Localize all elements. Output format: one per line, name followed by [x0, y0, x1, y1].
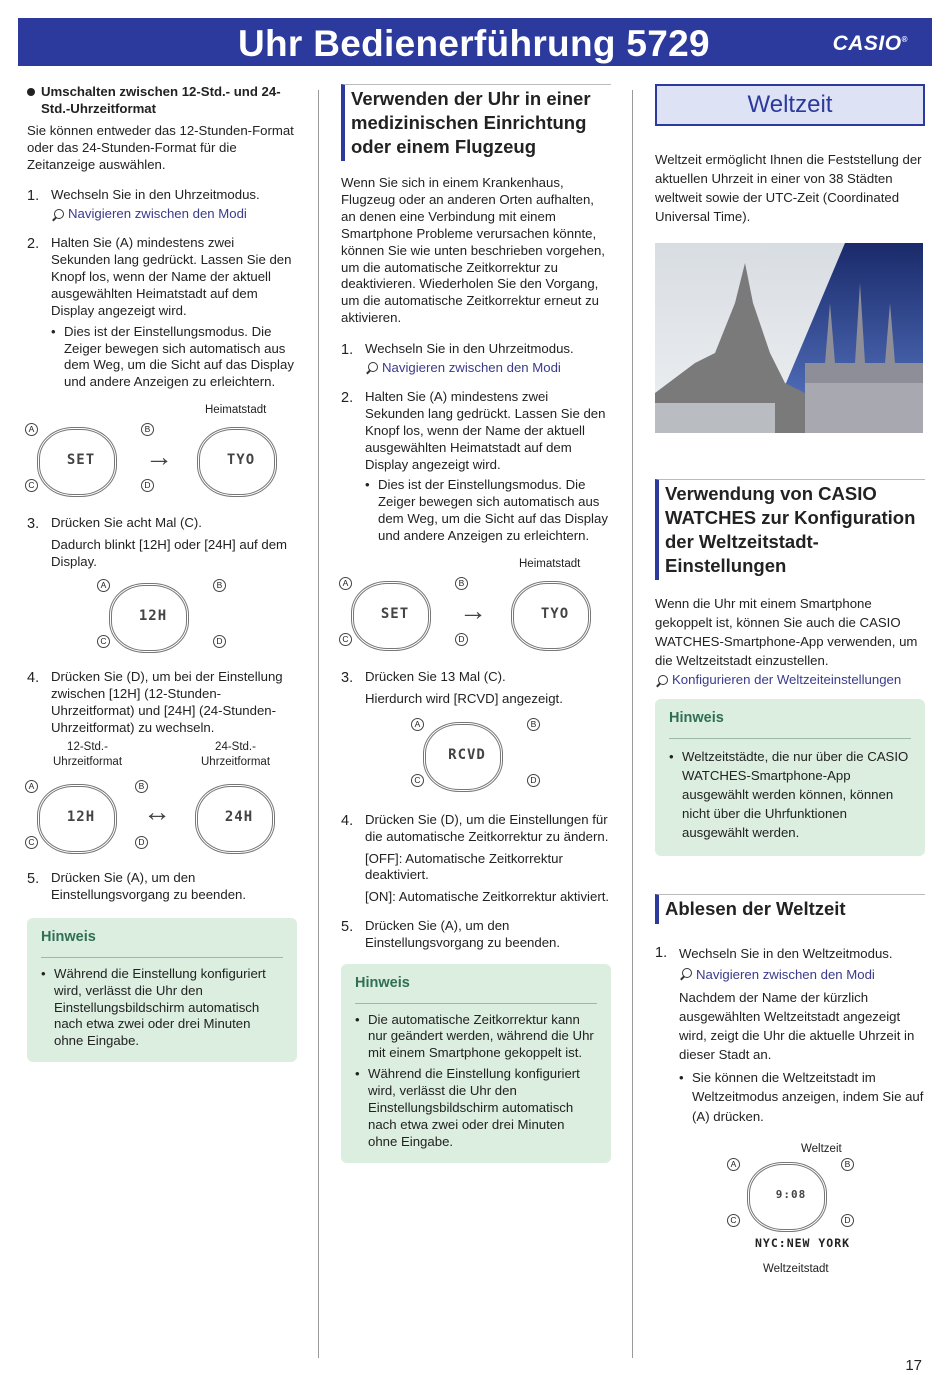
arrow-right-icon: → [145, 441, 173, 473]
watch-diagram [185, 784, 285, 854]
lcd-city-text: NYC:NEW YORK [755, 1235, 851, 1250]
step-5: 5. Drücken Sie (A), um den Einstellungsvorgang zu beenden. [341, 918, 561, 951]
watch-diagram [501, 581, 601, 651]
figure-label: Heimatstadt [205, 404, 267, 417]
watch-diagram: 9:08 A B C D [737, 1162, 837, 1232]
hinweis-box [655, 699, 925, 856]
column-divider [632, 90, 633, 1358]
arrow-both-icon: ↔ [143, 796, 171, 828]
lcd-text: 12H [66, 809, 96, 826]
watch-figure-12h-24h [27, 740, 297, 858]
hinweis-title: Hinweis [355, 974, 597, 1004]
step-1: 1. Wechseln Sie in den Uhrzeitmodus. Navigieren zwischen den Modi [341, 341, 611, 377]
lcd-text: RCVD [448, 746, 486, 763]
list-item: • Während die Einstellung konfiguriert wird, verlässt die Uhr den Einstellungsbildschirm automatisch nach etwa zwei oder drei Minuten ohne Eingabe. [41, 965, 266, 1049]
list-item: • Sie können die Weltzeitstadt im Weltzeitmodus anzeigen, indem Sie auf (A) drücken. [679, 1070, 924, 1124]
column-2 [341, 84, 611, 1163]
step-1: 1. Wechseln Sie in den Uhrzeitmodus. Navigieren zwischen den Modi [27, 187, 297, 223]
page-number: 17 [905, 1357, 922, 1374]
lcd-text: 24H [224, 809, 254, 826]
lcd-text: SET [66, 452, 96, 469]
watch-diagram: RCVD A B C D [413, 722, 513, 792]
watch-diagram: SET A B C D [27, 427, 127, 497]
step-3: 3. Drücken Sie 13 Mal (C). Hierdurch wird [RCVD] angezeigt. [341, 668, 563, 706]
step-2: 2. Halten Sie (A) mindestens zwei Sekunden lang gedrückt. Lassen Sie den Knopf los, wenn der Name der aktuell ausgewählten Heimatstadt auf dem Display angezeigt wird. • Dies ist der Einstellungsmodus. Die Zeiger bewegen sich automatisch aus dem Weg, um die Sicht auf das Display und andere Anzeigen zu erleichtern. [27, 235, 297, 391]
watch-figure-rcvd [341, 716, 611, 800]
intro-text: Weltzeit ermöglicht Ihnen die Feststellung der aktuellen Uhrzeit in einer von 38 Städten weltweit sowie der UTC-Zeit (Coordinated Universal Time). [655, 152, 922, 225]
section-heading: Verwenden der Uhr in einer medizinischen Einrichtung oder einem Flugzeug [341, 84, 611, 161]
world-city-illustration [655, 243, 923, 433]
watch-diagram: 12H A B C D [99, 583, 199, 653]
watch-figure-set-tyo [341, 557, 611, 657]
figure-label: 12-Std.- Uhrzeitformat [53, 741, 123, 769]
watch-diagram: SET A B C D [341, 581, 441, 651]
weltzeit-title-box: Weltzeit [655, 84, 925, 126]
figure-label: Weltzeitstadt [763, 1262, 829, 1275]
watch-figure-world-time [655, 1142, 925, 1282]
navigate-modes-link[interactable]: Navigieren zwischen den Modi [51, 206, 297, 223]
navigate-modes-link[interactable]: Navigieren zwischen den Modi [679, 965, 925, 984]
list-item: • Dies ist der Einstellungsmodus. Die Zeiger bewegen sich automatisch aus dem Weg, um die Sicht auf das Display und andere Anzeigen zu erleichtern. [365, 477, 608, 544]
lcd-text: 9:08 [775, 1187, 807, 1201]
step-5: 5. Drücken Sie (A), um den Einstellungsvorgang zu beenden. [27, 870, 247, 903]
illustration-svg [655, 243, 923, 433]
step-4: 4. Drücken Sie (D), um die Einstellungen für die automatische Zeitkorrektur zu ändern. [OFF]: Automatische Zeitkorrektur deaktiviert. [ON]: Automatische Zeitkorrektur aktiviert. [341, 811, 610, 905]
bullet-dot-icon [27, 88, 35, 96]
navigate-modes-link[interactable]: Navigieren zwischen den Modi [365, 360, 611, 377]
step-2: 2. Halten Sie (A) mindestens zwei Sekunden lang gedrückt. Lassen Sie den Knopf los, wenn der Name der aktuell ausgewählten Heimatstadt auf dem Display angezeigt wird. • Dies ist der Einstellungsmodus. Die Zeiger bewegen sich automatisch aus dem Weg, um die Sicht auf das Display und andere Anzeigen zu erleichtern. [341, 389, 611, 545]
hinweis-title: Hinweis [41, 928, 283, 958]
lcd-text: 12H [138, 607, 168, 624]
magnifier-icon [679, 967, 693, 981]
section-heading: Verwendung von CASIO WATCHES zur Konfiguration der Weltzeitstadt-Einstellungen [655, 479, 925, 580]
lcd-text: TYO [226, 452, 256, 469]
column-divider [318, 90, 319, 1358]
lcd-text: TYO [540, 605, 570, 622]
hinweis-box [341, 964, 611, 1163]
configure-world-time-link[interactable]: Konfigurieren der Weltzeiteinstellungen [655, 672, 925, 689]
magnifier-icon [51, 208, 65, 222]
list-item: • Während die Einstellung konfiguriert wird, verlässt die Uhr den Einstellungsbildschirm automatisch nach etwa zwei oder drei Minuten ohne Eingabe. [355, 1066, 580, 1149]
intro-text: Sie können entweder das 12-Stunden-Format oder das 24-Stunden-Format für die Zeitanzeige auswählen. [27, 122, 294, 172]
column-3: Weltzeit Weltzeit ermöglicht Ihnen die Feststellung der aktuellen Uhrzeit in einer von 38 Städten weltweit sowie der UTC-Zeit (Coordinated Universal Time). Verwendung von CASIO WATCHES zur Konfiguration der Weltzeitstadt-Einstellungen Wenn die Uhr mit einem Smartphone gekoppelt ist, können Sie auch die CASIO WATCHES-Smartphone-App verwenden, um die Weltzeitstadt einzustellen. Konfigurieren der Weltzeiteinstellungen Hinweis • Weltzeitstädte, die nur über die CASIO WATCHES-Smartphone-App ausgewählt werden können, können nicht über die Uhrfunktionen ausgewählt werden. Ablesen der Weltzeit 1. Wechseln Sie in den Weltzeitmodus. Navigieren zwischen den Modi Nachdem der Name der kürzlich ausgewählten Weltzeitstadt angezeigt wird, zeigt die Uhr die aktuelle Uhrzeit in dieser Stadt an. • Sie können die Weltzeitstadt im Weltzeitmodus anzeigen, indem Sie auf (A) drücken. Weltzeit 9:08 A B C D NYC:NEW YORK Weltzeitstadt [655, 84, 925, 1282]
list-item: • Dies ist der Einstellungsmodus. Die Zeiger bewegen sich automatisch aus dem Weg, um die Sicht auf das Display und andere Anzeigen zu erleichtern. [51, 323, 294, 390]
figure-label: 24-Std.- Uhrzeitformat [201, 741, 271, 769]
arrow-right-icon: → [459, 594, 487, 626]
hinweis-title: Hinweis [669, 709, 911, 739]
step-1: 1. Wechseln Sie in den Weltzeitmodus. Navigieren zwischen den Modi Nachdem der Name der kürzlich ausgewählten Weltzeitstadt angezeigt wird, zeigt die Uhr die aktuelle Uhrzeit in dieser Stadt an. • Sie können die Weltzeitstadt im Weltzeitmodus anzeigen, indem Sie auf (A) drücken. [655, 944, 925, 1126]
watch-diagram [187, 427, 287, 497]
page-title: Uhr Bedienerführung 5729 [238, 23, 710, 64]
figure-label: Heimatstadt [519, 557, 581, 570]
list-item: • Weltzeitstädte, die nur über die CASIO WATCHES-Smartphone-App ausgewählt werden können, können nicht über die Uhrfunktionen ausgewählt werden. [669, 748, 909, 841]
list-item: • Die automatische Zeitkorrektur kann nur geändert werden, während die Uhr mit einem Smartphone gekoppelt ist. [355, 1011, 594, 1061]
intro-text: Wenn Sie sich in einem Krankenhaus, Flugzeug oder an anderen Orten aufhalten, an denen eine Verbindung mit einem Smartphone Probleme verursachen könnte, können Sie wie unten beschrieben vorgehen, um die automatische Zeitkorrektur zu deaktivieren. Wiederholen Sie den Vorgang, um die automatische Zeitkorrektur erneut zu aktivieren. [341, 175, 605, 326]
step-3: 3. Drücken Sie acht Mal (C). Dadurch blinkt [12H] oder [24H] auf dem Display. [27, 515, 288, 570]
logo-text: CASIO [832, 32, 902, 55]
watch-figure-12h [27, 577, 297, 657]
page-header [18, 18, 932, 66]
figure-label: Weltzeit [801, 1142, 842, 1155]
magnifier-icon [365, 361, 379, 375]
lcd-text: SET [380, 605, 410, 622]
casio-logo: CASIO® [832, 32, 908, 55]
hinweis-box [27, 918, 297, 1062]
watch-diagram: 12H A B C D [27, 784, 127, 854]
watch-figure-set-tyo [27, 403, 297, 503]
column-1 [27, 84, 297, 1062]
magnifier-icon [655, 674, 669, 688]
step-4: 4. Drücken Sie (D), um bei der Einstellung zwischen [12H] (12-Stunden-Uhrzeitformat) und [24H] (24-Stunden-Uhrzeitformat) zu wechseln. [27, 668, 283, 735]
section-heading: Ablesen der Weltzeit [655, 894, 925, 923]
subsection-heading: Umschalten zwischen 12-Std.- und 24-Std.-Uhrzeitformat [27, 84, 297, 118]
